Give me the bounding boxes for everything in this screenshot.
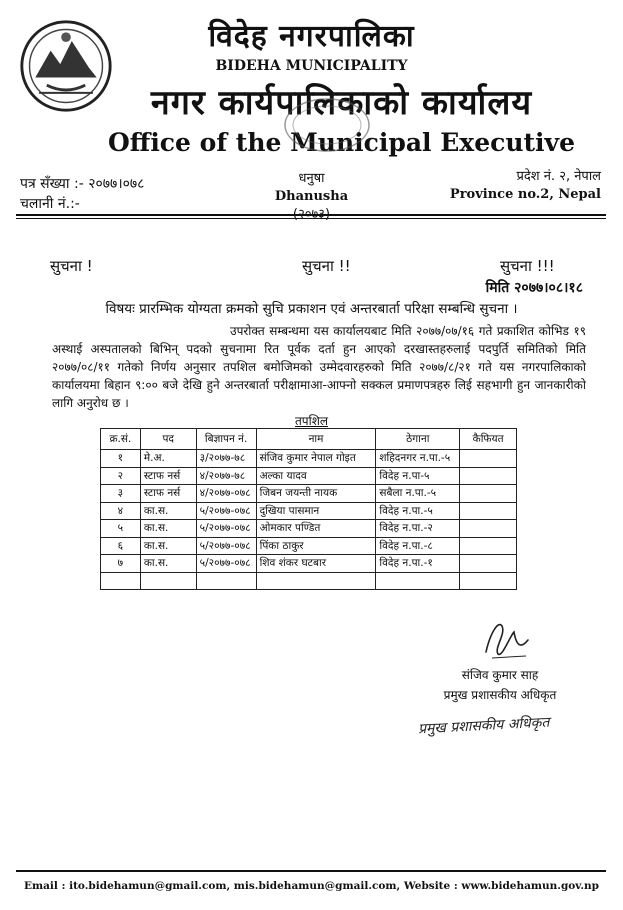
- province-nepali: प्रदेश नं. २, नेपाल: [516, 169, 601, 184]
- cell-serial: ३: [101, 485, 141, 503]
- signatory-stamp: प्रमुख प्रशासकीय अधिकृत: [417, 714, 550, 738]
- cell-advert-no: ४/२०७७-०७८: [196, 485, 256, 503]
- header-divider-thin: [16, 218, 606, 219]
- cell-post: स्टाफ नर्स: [140, 467, 196, 485]
- table-row: [101, 537, 517, 555]
- cell-post: मे.अ.: [140, 450, 196, 468]
- cell-advert-no: ५/२०७७-०७८: [196, 502, 256, 520]
- col-header-remarks: कैफियत: [460, 429, 517, 450]
- cell-name: ओमकार पण्डित: [256, 520, 376, 538]
- cell-remarks: [460, 520, 517, 538]
- col-header-name: नाम: [256, 429, 376, 450]
- cell-address: विदेह न.पा-५: [376, 467, 460, 485]
- letter-number: पत्र सँख्या :- २०७७।०७८: [20, 176, 145, 192]
- schedule-title: तपशिल: [294, 414, 329, 428]
- cell-post: का.स.: [140, 555, 196, 573]
- cell-name: पिंका ठाकुर: [256, 537, 376, 555]
- cell-name: जिबन जयन्ती नायक: [256, 485, 376, 503]
- notice-subject: विषयः प्रारम्भिक योग्यता क्रमको सुचि प्रकाशन एवं अन्तरबार्ता परिक्षा सम्बन्धि सुचना ।: [105, 301, 518, 317]
- notice-label-center: सुचना !!: [302, 257, 351, 275]
- cell-address: विदेह न.पा.-२: [376, 520, 460, 538]
- cell-post: [140, 572, 196, 590]
- header-divider: [16, 214, 606, 216]
- cell-remarks: [460, 537, 517, 555]
- cell-remarks: [460, 450, 517, 468]
- cell-address: शहिदनगर न.पा.-५: [376, 450, 460, 468]
- col-header-serial: क्र.सं.: [101, 429, 141, 450]
- notice-body: उपरोक्त सम्बन्धमा यस कार्यालयबाट मिति २०७७/०७/१६ गते प्रकाशित कोभिड १९ अस्थाई अस्पतालको बिभिन् पदको सुचनामा रित पूर्वक दर्ता हुन आएको दरखास्तहरुलाई पदपुर्ति समितिको मिति २०७७/०८/११ गतेको निर्णय अनुसार तपशिल बमोजिमको उम्मेदवारहरुको मिति २०७७/८/२१ गते यस नगरपालिकाको कार्यालयमा बिहान ९:०० बजे देखि हुने अन्तरबार्ता परीक्षामाआ-आफ्नो सक्कल प्रमाणपत्रहरु लिई सहभागी हुन जानकारीको लागि अनुरोध छ ।: [52, 324, 586, 410]
- footer-contact: Email : ito.bidehamun@gmail.com, mis.bidehamun@gmail.com, Website : www.bidehamun.gov.np: [24, 880, 599, 892]
- office-name-nepali: नगर कार्यपालिकाको कार्यालय: [150, 83, 533, 123]
- cell-advert-no: ३/२०७७-७८: [196, 450, 256, 468]
- cell-address: विदेह न.पा.-५: [376, 502, 460, 520]
- signatory-title: प्रमुख प्रशासकीय अधिकृत: [443, 688, 557, 702]
- table-row: [101, 520, 517, 538]
- cell-address: विदेह न.पा.-१: [376, 555, 460, 573]
- cell-serial: ४: [101, 502, 141, 520]
- notice-date: मिति २०७७।०८।१८: [485, 280, 583, 296]
- cell-advert-no: ५/२०७७-०७८: [196, 520, 256, 538]
- reference-numbers: [20, 174, 144, 214]
- province-english: Province no.2, Nepal: [449, 187, 601, 202]
- cell-remarks: [460, 485, 517, 503]
- cell-post: स्टाफ नर्स: [140, 485, 196, 503]
- cell-remarks: [460, 572, 517, 590]
- cell-serial: ७: [101, 555, 141, 573]
- office-name-english: Office of the Municipal Executive: [108, 128, 575, 157]
- cell-address: सबैला न.पा.-५: [376, 485, 460, 503]
- cell-name: दुखिया पासमान: [256, 502, 376, 520]
- col-header-post: पद: [140, 429, 196, 450]
- cell-post: का.स.: [140, 520, 196, 538]
- cell-name: अल्का यादव: [256, 467, 376, 485]
- cell-advert-no: ५/२०७७-०७८: [196, 537, 256, 555]
- table-row: [101, 502, 517, 520]
- col-header-advert-no: बिज्ञापन नं.: [196, 429, 256, 450]
- office-stamp-icon: [282, 96, 372, 154]
- cell-serial: १: [101, 450, 141, 468]
- cell-serial: ६: [101, 537, 141, 555]
- notice-label-left: सुचना !: [50, 257, 93, 275]
- table-row: [101, 485, 517, 503]
- establishment-year: (२०७३): [292, 207, 331, 222]
- cell-advert-no: ५/२०७७-०७८: [196, 555, 256, 573]
- table-row-empty: [101, 572, 517, 590]
- candidate-table: [100, 428, 517, 590]
- notice-label-right: सुचना !!!: [500, 257, 555, 275]
- cell-post: का.स.: [140, 537, 196, 555]
- cell-remarks: [460, 502, 517, 520]
- cell-serial: ५: [101, 520, 141, 538]
- cell-advert-no: ४/२०७७-७८: [196, 467, 256, 485]
- table-row: [101, 555, 517, 573]
- footer-divider: [16, 870, 606, 872]
- cell-remarks: [460, 467, 517, 485]
- table-header-row: [101, 429, 517, 450]
- municipality-name-english: BIDEHA MUNICIPALITY: [215, 58, 408, 74]
- cell-advert-no: [196, 572, 256, 590]
- table-row: [101, 467, 517, 485]
- district-english: Dhanusha: [274, 189, 349, 204]
- table-row: [101, 450, 517, 468]
- province-block: [450, 168, 601, 204]
- dispatch-number: चलानी नं.:-: [20, 196, 80, 212]
- district-nepali: धनुषा: [298, 171, 325, 186]
- cell-address: [376, 572, 460, 590]
- cell-post: का.स.: [140, 502, 196, 520]
- cell-serial: [101, 572, 141, 590]
- cell-serial: २: [101, 467, 141, 485]
- col-header-address: ठेगाना: [376, 429, 460, 450]
- cell-address: विदेह न.पा.-८: [376, 537, 460, 555]
- cell-name: शिव शंकर घटबार: [256, 555, 376, 573]
- signatory-name: संजिव कुमार साह: [461, 668, 539, 682]
- cell-name: [256, 572, 376, 590]
- municipality-name-nepali: विदेह नगरपालिका: [208, 19, 415, 54]
- cell-remarks: [460, 555, 517, 573]
- cell-name: संजिव कुमार नेपाल गोइत: [256, 450, 376, 468]
- signature-icon: [476, 614, 536, 664]
